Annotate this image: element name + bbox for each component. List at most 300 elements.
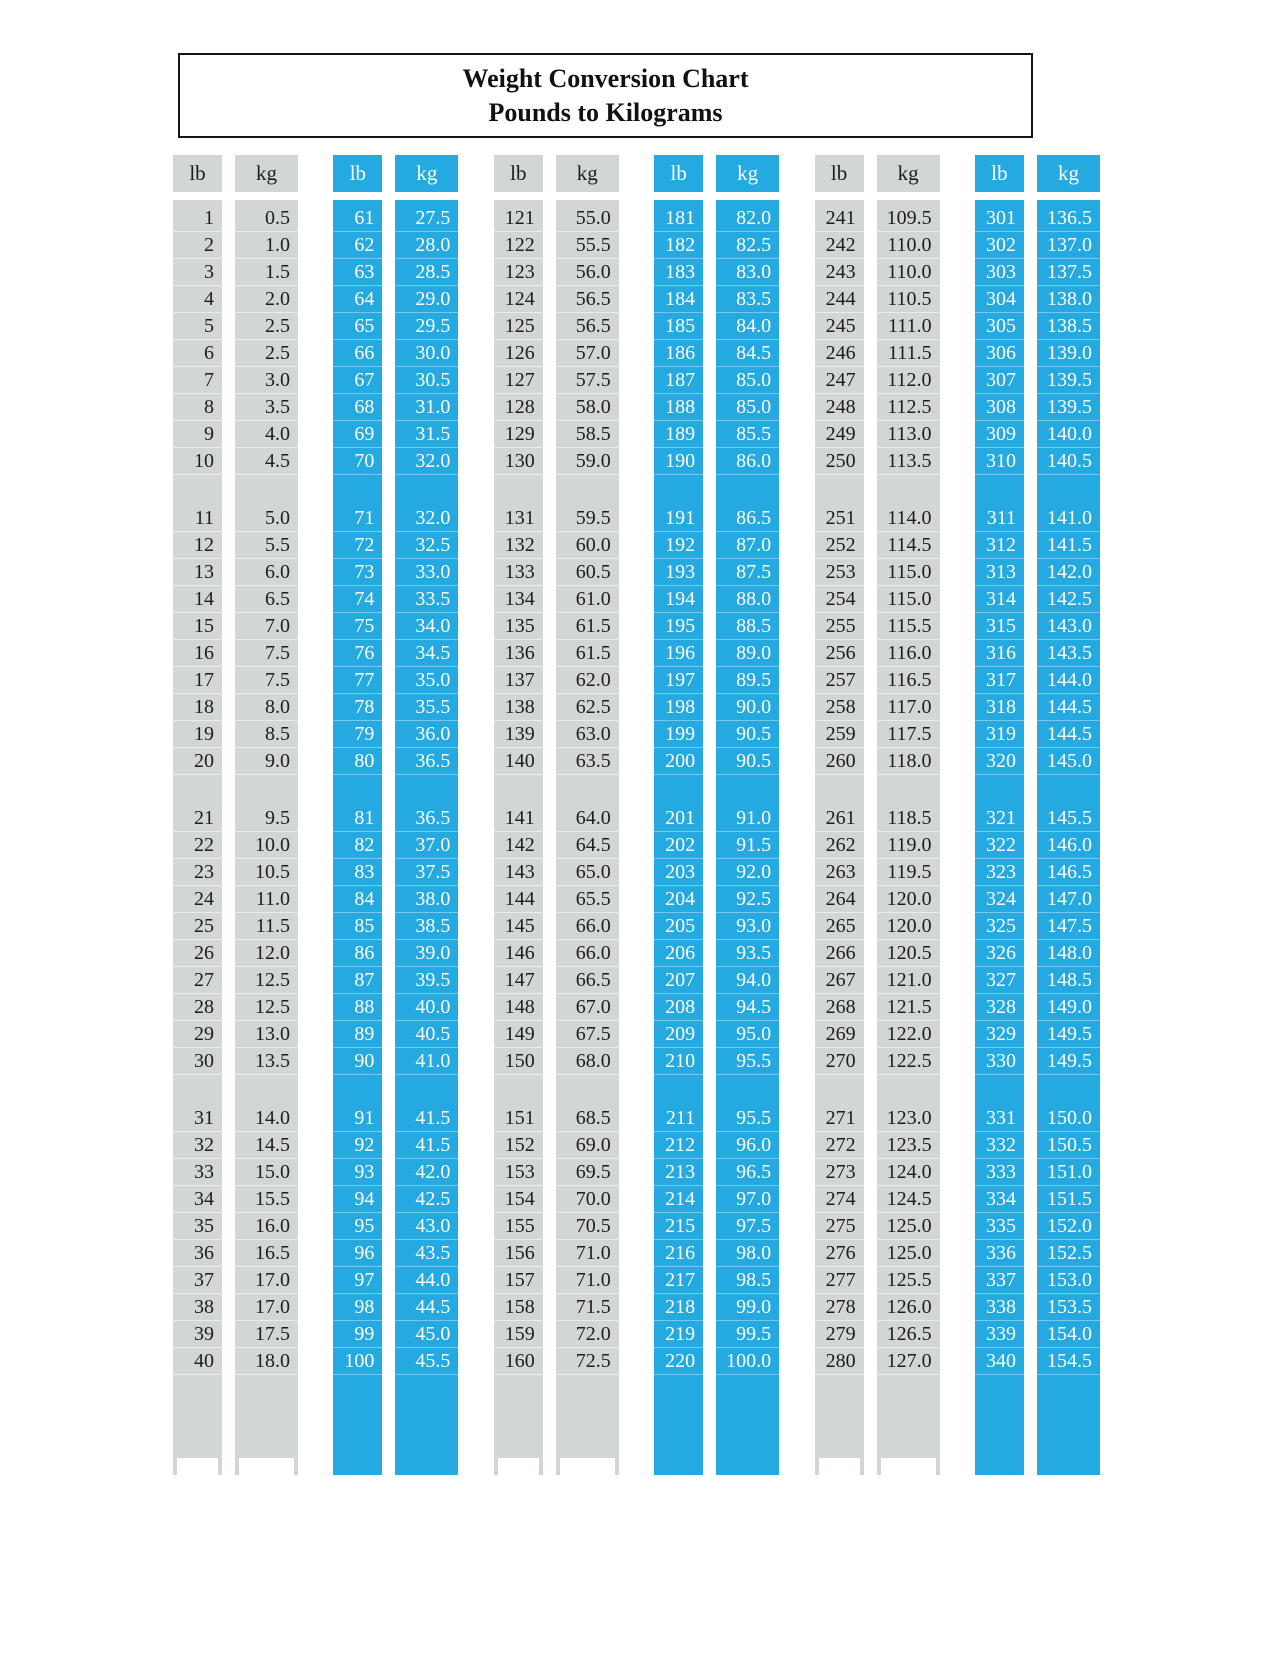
- kg-cell: 11.5: [235, 913, 298, 940]
- lb-cell: 253: [815, 559, 864, 586]
- row-block: [494, 805, 543, 1075]
- kg-cell: 115.5: [877, 613, 940, 640]
- row-block: [556, 1105, 619, 1375]
- kg-cell: 41.0: [395, 1048, 458, 1075]
- row-block: [173, 505, 222, 775]
- lb-cell: 15: [173, 613, 222, 640]
- kg-cell: 91.0: [716, 805, 779, 832]
- kg-cell: 90.5: [716, 748, 779, 775]
- kg-cell: 98.0: [716, 1240, 779, 1267]
- kg-cell: 31.5: [395, 421, 458, 448]
- lb-cell: 1: [173, 205, 222, 232]
- kg-cell: 86.0: [716, 448, 779, 475]
- lb-cell: 95: [333, 1213, 382, 1240]
- row-block: [235, 205, 298, 475]
- kg-cell: 87.0: [716, 532, 779, 559]
- kg-cell: 6.5: [235, 586, 298, 613]
- kg-cell: 100.0: [716, 1348, 779, 1375]
- lb-cell: 149: [494, 1021, 543, 1048]
- kg-cell: 30.5: [395, 367, 458, 394]
- kg-cell: 145.5: [1037, 805, 1100, 832]
- lb-cell: 155: [494, 1213, 543, 1240]
- kg-cell: 154.0: [1037, 1321, 1100, 1348]
- lb-cell: 334: [975, 1186, 1024, 1213]
- lb-cell: 306: [975, 340, 1024, 367]
- kg-cell: 41.5: [395, 1132, 458, 1159]
- kg-cell: 147.0: [1037, 886, 1100, 913]
- kg-cell: 143.5: [1037, 640, 1100, 667]
- row-block: [173, 805, 222, 1075]
- kg-cell: 5.0: [235, 505, 298, 532]
- kg-cell: 61.0: [556, 586, 619, 613]
- kg-cell: 99.5: [716, 1321, 779, 1348]
- lb-cell: 129: [494, 421, 543, 448]
- kg-cell: 150.5: [1037, 1132, 1100, 1159]
- lb-cell: 78: [333, 694, 382, 721]
- kg-cell: 17.5: [235, 1321, 298, 1348]
- lb-strip: [815, 155, 864, 1475]
- row-block: [716, 1105, 779, 1375]
- row-block: [654, 505, 703, 775]
- kg-cell: 121.5: [877, 994, 940, 1021]
- kg-cell: 12.0: [235, 940, 298, 967]
- lb-cell: 314: [975, 586, 1024, 613]
- row-block: [1037, 505, 1100, 775]
- kg-cell: 117.5: [877, 721, 940, 748]
- lb-cell: 84: [333, 886, 382, 913]
- kg-cell: 152.5: [1037, 1240, 1100, 1267]
- kg-cell: 90.5: [716, 721, 779, 748]
- lb-cell: 10: [173, 448, 222, 475]
- lb-cell: 193: [654, 559, 703, 586]
- lb-cell: 145: [494, 913, 543, 940]
- lb-cell: 247: [815, 367, 864, 394]
- kg-cell: 65.0: [556, 859, 619, 886]
- kg-cell: 87.5: [716, 559, 779, 586]
- lb-cell: 79: [333, 721, 382, 748]
- lb-cell: 124: [494, 286, 543, 313]
- row-block: [877, 1105, 940, 1375]
- kg-cell: 127.0: [877, 1348, 940, 1375]
- kg-cell: 55.0: [556, 205, 619, 232]
- row-block: [395, 205, 458, 475]
- lb-cell: 256: [815, 640, 864, 667]
- kg-cell: 33.5: [395, 586, 458, 613]
- kg-cell: 33.0: [395, 559, 458, 586]
- lb-cell: 207: [654, 967, 703, 994]
- kg-cell: 112.5: [877, 394, 940, 421]
- kg-cell: 137.5: [1037, 259, 1100, 286]
- kg-cell: 68.0: [556, 1048, 619, 1075]
- lb-cell: 93: [333, 1159, 382, 1186]
- kg-cell: 147.5: [1037, 913, 1100, 940]
- lb-cell: 310: [975, 448, 1024, 475]
- kg-cell: 149.0: [1037, 994, 1100, 1021]
- lb-cell: 142: [494, 832, 543, 859]
- lb-cell: 140: [494, 748, 543, 775]
- kg-cell: 118.5: [877, 805, 940, 832]
- bottom-notch: [177, 1458, 218, 1475]
- row-block: [395, 505, 458, 775]
- kg-cell: 71.0: [556, 1240, 619, 1267]
- lb-cell: 82: [333, 832, 382, 859]
- kg-cell: 119.0: [877, 832, 940, 859]
- kg-header-cell: kg: [1037, 155, 1100, 192]
- lb-cell: 5: [173, 313, 222, 340]
- lb-cell: 252: [815, 532, 864, 559]
- lb-cell: 337: [975, 1267, 1024, 1294]
- lb-cell: 220: [654, 1348, 703, 1375]
- row-block: [333, 1105, 382, 1375]
- lb-cell: 241: [815, 205, 864, 232]
- kg-cell: 111.5: [877, 340, 940, 367]
- kg-cell: 59.5: [556, 505, 619, 532]
- lb-cell: 216: [654, 1240, 703, 1267]
- lb-strip: [654, 155, 703, 1475]
- lb-cell: 133: [494, 559, 543, 586]
- kg-cell: 61.5: [556, 640, 619, 667]
- kg-cell: 43.5: [395, 1240, 458, 1267]
- kg-cell: 18.0: [235, 1348, 298, 1375]
- lb-cell: 122: [494, 232, 543, 259]
- lb-cell: 25: [173, 913, 222, 940]
- lb-cell: 31: [173, 1105, 222, 1132]
- lb-cell: 215: [654, 1213, 703, 1240]
- kg-cell: 142.0: [1037, 559, 1100, 586]
- lb-cell: 188: [654, 394, 703, 421]
- kg-cell: 140.5: [1037, 448, 1100, 475]
- lb-cell: 332: [975, 1132, 1024, 1159]
- kg-cell: 31.0: [395, 394, 458, 421]
- kg-cell: 72.0: [556, 1321, 619, 1348]
- lb-cell: 211: [654, 1105, 703, 1132]
- lb-cell: 62: [333, 232, 382, 259]
- kg-cell: 116.5: [877, 667, 940, 694]
- title-box: [178, 53, 1033, 138]
- kg-cell: 126.0: [877, 1294, 940, 1321]
- lb-cell: 336: [975, 1240, 1024, 1267]
- kg-cell: 15.5: [235, 1186, 298, 1213]
- column-pair-2: [333, 155, 458, 1475]
- lb-cell: 22: [173, 832, 222, 859]
- lb-cell: 16: [173, 640, 222, 667]
- lb-cell: 88: [333, 994, 382, 1021]
- row-block: [815, 1105, 864, 1375]
- kg-cell: 2.5: [235, 340, 298, 367]
- row-block: [173, 205, 222, 475]
- lb-cell: 266: [815, 940, 864, 967]
- kg-cell: 67.5: [556, 1021, 619, 1048]
- kg-cell: 110.0: [877, 259, 940, 286]
- lb-cell: 187: [654, 367, 703, 394]
- lb-cell: 303: [975, 259, 1024, 286]
- kg-cell: 62.0: [556, 667, 619, 694]
- row-block: [235, 805, 298, 1075]
- kg-cell: 120.5: [877, 940, 940, 967]
- lb-cell: 67: [333, 367, 382, 394]
- row-block: [654, 805, 703, 1075]
- lb-cell: 244: [815, 286, 864, 313]
- kg-cell: 123.5: [877, 1132, 940, 1159]
- lb-cell: 18: [173, 694, 222, 721]
- kg-cell: 137.0: [1037, 232, 1100, 259]
- row-block: [877, 505, 940, 775]
- lb-cell: 130: [494, 448, 543, 475]
- kg-cell: 92.5: [716, 886, 779, 913]
- kg-cell: 1.0: [235, 232, 298, 259]
- lb-cell: 154: [494, 1186, 543, 1213]
- kg-cell: 42.5: [395, 1186, 458, 1213]
- kg-column-body: [556, 200, 619, 1475]
- lb-cell: 90: [333, 1048, 382, 1075]
- kg-cell: 95.0: [716, 1021, 779, 1048]
- lb-cell: 69: [333, 421, 382, 448]
- lb-cell: 209: [654, 1021, 703, 1048]
- lb-cell: 218: [654, 1294, 703, 1321]
- lb-cell: 323: [975, 859, 1024, 886]
- kg-cell: 10.5: [235, 859, 298, 886]
- lb-cell: 34: [173, 1186, 222, 1213]
- lb-cell: 186: [654, 340, 703, 367]
- kg-cell: 139.0: [1037, 340, 1100, 367]
- lb-cell: 199: [654, 721, 703, 748]
- row-block: [815, 505, 864, 775]
- lb-cell: 141: [494, 805, 543, 832]
- row-block: [1037, 1105, 1100, 1375]
- kg-cell: 44.5: [395, 1294, 458, 1321]
- lb-cell: 328: [975, 994, 1024, 1021]
- kg-cell: 17.0: [235, 1294, 298, 1321]
- row-block: [235, 505, 298, 775]
- kg-cell: 32.0: [395, 505, 458, 532]
- kg-cell: 85.0: [716, 394, 779, 421]
- lb-cell: 132: [494, 532, 543, 559]
- lb-cell: 203: [654, 859, 703, 886]
- lb-cell: 126: [494, 340, 543, 367]
- lb-cell: 190: [654, 448, 703, 475]
- lb-cell: 14: [173, 586, 222, 613]
- lb-cell: 156: [494, 1240, 543, 1267]
- kg-strip: [877, 155, 940, 1475]
- kg-cell: 69.0: [556, 1132, 619, 1159]
- lb-cell: 311: [975, 505, 1024, 532]
- kg-cell: 3.5: [235, 394, 298, 421]
- kg-strip: [716, 155, 779, 1475]
- kg-header-cell: kg: [716, 155, 779, 192]
- lb-cell: 74: [333, 586, 382, 613]
- lb-cell: 150: [494, 1048, 543, 1075]
- column-pair-4: [654, 155, 779, 1475]
- lb-cell: 201: [654, 805, 703, 832]
- lb-cell: 137: [494, 667, 543, 694]
- lb-cell: 76: [333, 640, 382, 667]
- lb-cell: 309: [975, 421, 1024, 448]
- kg-cell: 97.5: [716, 1213, 779, 1240]
- kg-header-cell: kg: [556, 155, 619, 192]
- lb-cell: 39: [173, 1321, 222, 1348]
- lb-cell: 77: [333, 667, 382, 694]
- kg-cell: 56.5: [556, 313, 619, 340]
- lb-cell: 23: [173, 859, 222, 886]
- kg-cell: 151.5: [1037, 1186, 1100, 1213]
- kg-cell: 125.0: [877, 1240, 940, 1267]
- lb-cell: 63: [333, 259, 382, 286]
- lb-cell: 339: [975, 1321, 1024, 1348]
- title-line-1: Weight Conversion Chart: [462, 64, 749, 93]
- kg-cell: 62.5: [556, 694, 619, 721]
- lb-cell: 205: [654, 913, 703, 940]
- kg-cell: 110.5: [877, 286, 940, 313]
- kg-cell: 69.5: [556, 1159, 619, 1186]
- lb-cell: 134: [494, 586, 543, 613]
- kg-cell: 110.0: [877, 232, 940, 259]
- kg-cell: 28.5: [395, 259, 458, 286]
- kg-cell: 40.0: [395, 994, 458, 1021]
- lb-cell: 40: [173, 1348, 222, 1375]
- lb-header-cell: lb: [654, 155, 703, 192]
- row-block: [333, 805, 382, 1075]
- bottom-notch: [560, 1458, 615, 1475]
- lb-cell: 212: [654, 1132, 703, 1159]
- lb-cell: 329: [975, 1021, 1024, 1048]
- lb-cell: 270: [815, 1048, 864, 1075]
- kg-cell: 15.0: [235, 1159, 298, 1186]
- kg-cell: 120.0: [877, 913, 940, 940]
- lb-cell: 265: [815, 913, 864, 940]
- kg-cell: 121.0: [877, 967, 940, 994]
- lb-cell: 86: [333, 940, 382, 967]
- kg-cell: 8.5: [235, 721, 298, 748]
- kg-cell: 70.5: [556, 1213, 619, 1240]
- kg-cell: 113.0: [877, 421, 940, 448]
- lb-cell: 181: [654, 205, 703, 232]
- kg-cell: 6.0: [235, 559, 298, 586]
- lb-cell: 81: [333, 805, 382, 832]
- lb-cell: 204: [654, 886, 703, 913]
- lb-cell: 318: [975, 694, 1024, 721]
- lb-cell: 330: [975, 1048, 1024, 1075]
- kg-cell: 122.0: [877, 1021, 940, 1048]
- kg-cell: 39.5: [395, 967, 458, 994]
- kg-cell: 14.5: [235, 1132, 298, 1159]
- lb-cell: 213: [654, 1159, 703, 1186]
- lb-cell: 340: [975, 1348, 1024, 1375]
- kg-cell: 35.5: [395, 694, 458, 721]
- lb-cell: 272: [815, 1132, 864, 1159]
- kg-cell: 89.5: [716, 667, 779, 694]
- row-block: [173, 1105, 222, 1375]
- lb-cell: 131: [494, 505, 543, 532]
- kg-cell: 66.5: [556, 967, 619, 994]
- lb-cell: 73: [333, 559, 382, 586]
- lb-cell: 32: [173, 1132, 222, 1159]
- row-block: [494, 205, 543, 475]
- kg-cell: 86.5: [716, 505, 779, 532]
- lb-cell: 83: [333, 859, 382, 886]
- lb-cell: 91: [333, 1105, 382, 1132]
- lb-column-body: [654, 200, 703, 1475]
- kg-cell: 142.5: [1037, 586, 1100, 613]
- conversion-table: [173, 155, 1100, 1475]
- kg-column-body: [716, 200, 779, 1475]
- lb-cell: 315: [975, 613, 1024, 640]
- kg-strip: [395, 155, 458, 1475]
- lb-cell: 3: [173, 259, 222, 286]
- lb-cell: 75: [333, 613, 382, 640]
- lb-cell: 68: [333, 394, 382, 421]
- kg-cell: 58.0: [556, 394, 619, 421]
- lb-cell: 214: [654, 1186, 703, 1213]
- lb-cell: 38: [173, 1294, 222, 1321]
- kg-cell: 94.5: [716, 994, 779, 1021]
- kg-cell: 30.0: [395, 340, 458, 367]
- kg-cell: 118.0: [877, 748, 940, 775]
- lb-cell: 121: [494, 205, 543, 232]
- kg-cell: 90.0: [716, 694, 779, 721]
- kg-cell: 119.5: [877, 859, 940, 886]
- lb-cell: 278: [815, 1294, 864, 1321]
- kg-strip: [235, 155, 298, 1475]
- kg-cell: 149.5: [1037, 1048, 1100, 1075]
- row-block: [716, 805, 779, 1075]
- kg-cell: 111.0: [877, 313, 940, 340]
- kg-cell: 153.0: [1037, 1267, 1100, 1294]
- kg-cell: 16.5: [235, 1240, 298, 1267]
- kg-cell: 13.5: [235, 1048, 298, 1075]
- row-block: [494, 505, 543, 775]
- column-pair-5: [815, 155, 940, 1475]
- kg-cell: 94.0: [716, 967, 779, 994]
- kg-cell: 148.0: [1037, 940, 1100, 967]
- kg-cell: 2.0: [235, 286, 298, 313]
- lb-cell: 196: [654, 640, 703, 667]
- row-block: [975, 205, 1024, 475]
- kg-cell: 138.5: [1037, 313, 1100, 340]
- kg-cell: 55.5: [556, 232, 619, 259]
- lb-cell: 182: [654, 232, 703, 259]
- lb-cell: 97: [333, 1267, 382, 1294]
- kg-cell: 1.5: [235, 259, 298, 286]
- lb-cell: 7: [173, 367, 222, 394]
- kg-cell: 66.0: [556, 940, 619, 967]
- kg-cell: 17.0: [235, 1267, 298, 1294]
- lb-strip: [494, 155, 543, 1475]
- kg-cell: 37.0: [395, 832, 458, 859]
- lb-cell: 279: [815, 1321, 864, 1348]
- row-block: [494, 1105, 543, 1375]
- kg-cell: 88.5: [716, 613, 779, 640]
- lb-cell: 262: [815, 832, 864, 859]
- lb-cell: 160: [494, 1348, 543, 1375]
- kg-cell: 153.5: [1037, 1294, 1100, 1321]
- kg-cell: 84.5: [716, 340, 779, 367]
- kg-cell: 115.0: [877, 586, 940, 613]
- kg-cell: 117.0: [877, 694, 940, 721]
- kg-cell: 45.5: [395, 1348, 458, 1375]
- lb-cell: 276: [815, 1240, 864, 1267]
- lb-cell: 11: [173, 505, 222, 532]
- kg-cell: 82.0: [716, 205, 779, 232]
- kg-cell: 88.0: [716, 586, 779, 613]
- lb-cell: 249: [815, 421, 864, 448]
- kg-cell: 38.5: [395, 913, 458, 940]
- lb-cell: 24: [173, 886, 222, 913]
- lb-cell: 206: [654, 940, 703, 967]
- lb-cell: 263: [815, 859, 864, 886]
- lb-cell: 143: [494, 859, 543, 886]
- kg-cell: 150.0: [1037, 1105, 1100, 1132]
- lb-cell: 210: [654, 1048, 703, 1075]
